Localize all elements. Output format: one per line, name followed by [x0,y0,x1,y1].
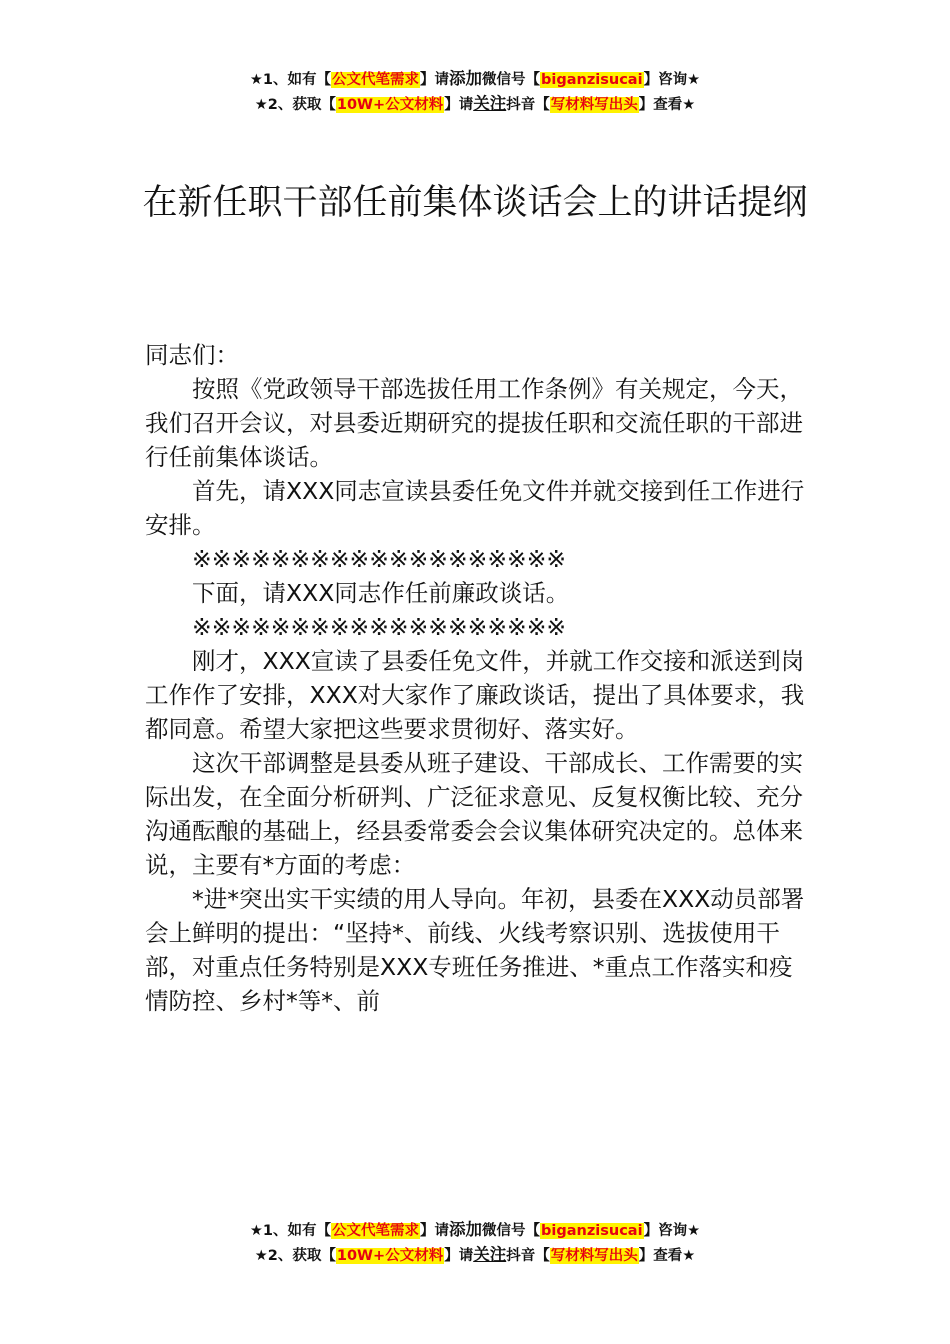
banner-line-2: ★2、获取【10W+公文材料】请关注抖音【写材料写出头】查看★ [254,94,696,113]
separator-marks: ※※※※※※※※※※※※※※※※※※※ [192,545,567,573]
header-banner [0,67,950,117]
document-body [145,338,810,1018]
paragraph: 这次干部调整是县委从班子建设、干部成长、工作需要的实际出发，在全面分析研判、广泛征求意见、反复权衡比较、充分沟通酝酿的基础上，经县委常委会会议集体研究决定的。总体来说，主要有*方面的考虑： [145,749,803,879]
banner-line-2: ★2、获取【10W+公文材料】请关注抖音【写材料写出头】查看★ [254,1245,696,1264]
footer-banner [0,1218,950,1268]
document-title: 在新任职干部任前集体谈话会上的讲话提纲 [142,183,808,223]
highlight-wechat-id: biganzisucai [541,72,643,88]
paragraph: 刚才，XXX宣读了县委任免文件，并就工作交接和派送到岗工作作了安排，XXX对大家作了廉政谈话，提出了具体要求，我都同意。希望大家把这些要求贯彻好、落实好。 [145,647,805,743]
paragraph: *进*突出实干实绩的用人导向。年初，县委在XXX动员部署会上鲜明的提出：“坚持*、前线、火线考察识别、选拔使用干部，对重点任务特别是XXX专班任务推进、*重点工作落实和疫情防控、乡村*等*、前 [145,885,805,1015]
highlight-douyin: 写材料写出头 [550,1248,638,1264]
banner-line-1: ★1、如有【公文代笔需求】请添加微信号【biganzisucai】咨询★ [249,69,701,88]
separator-marks: ※※※※※※※※※※※※※※※※※※※ [192,613,567,641]
highlight-materials: 10W+公文材料 [336,97,444,113]
banner-line-1: ★1、如有【公文代笔需求】请添加微信号【biganzisucai】咨询★ [249,1220,701,1239]
highlight-douyin: 写材料写出头 [550,97,638,113]
paragraph: 下面，请XXX同志作任前廉政谈话。 [192,579,570,607]
salutation: 同志们： [145,341,239,369]
highlight-service: 公文代笔需求 [332,1223,420,1239]
paragraph: 首先，请XXX同志宣读县委任免文件并就交接到任工作进行安排。 [145,477,805,539]
highlight-materials: 10W+公文材料 [336,1248,444,1264]
paragraph: 按照《党政领导干部选拔任用工作条例》有关规定，今天，我们召开会议，对县委近期研究的提拔任职和交流任职的干部进行任前集体谈话。 [145,375,803,471]
highlight-wechat-id: biganzisucai [541,1223,643,1239]
highlight-service: 公文代笔需求 [332,72,420,88]
